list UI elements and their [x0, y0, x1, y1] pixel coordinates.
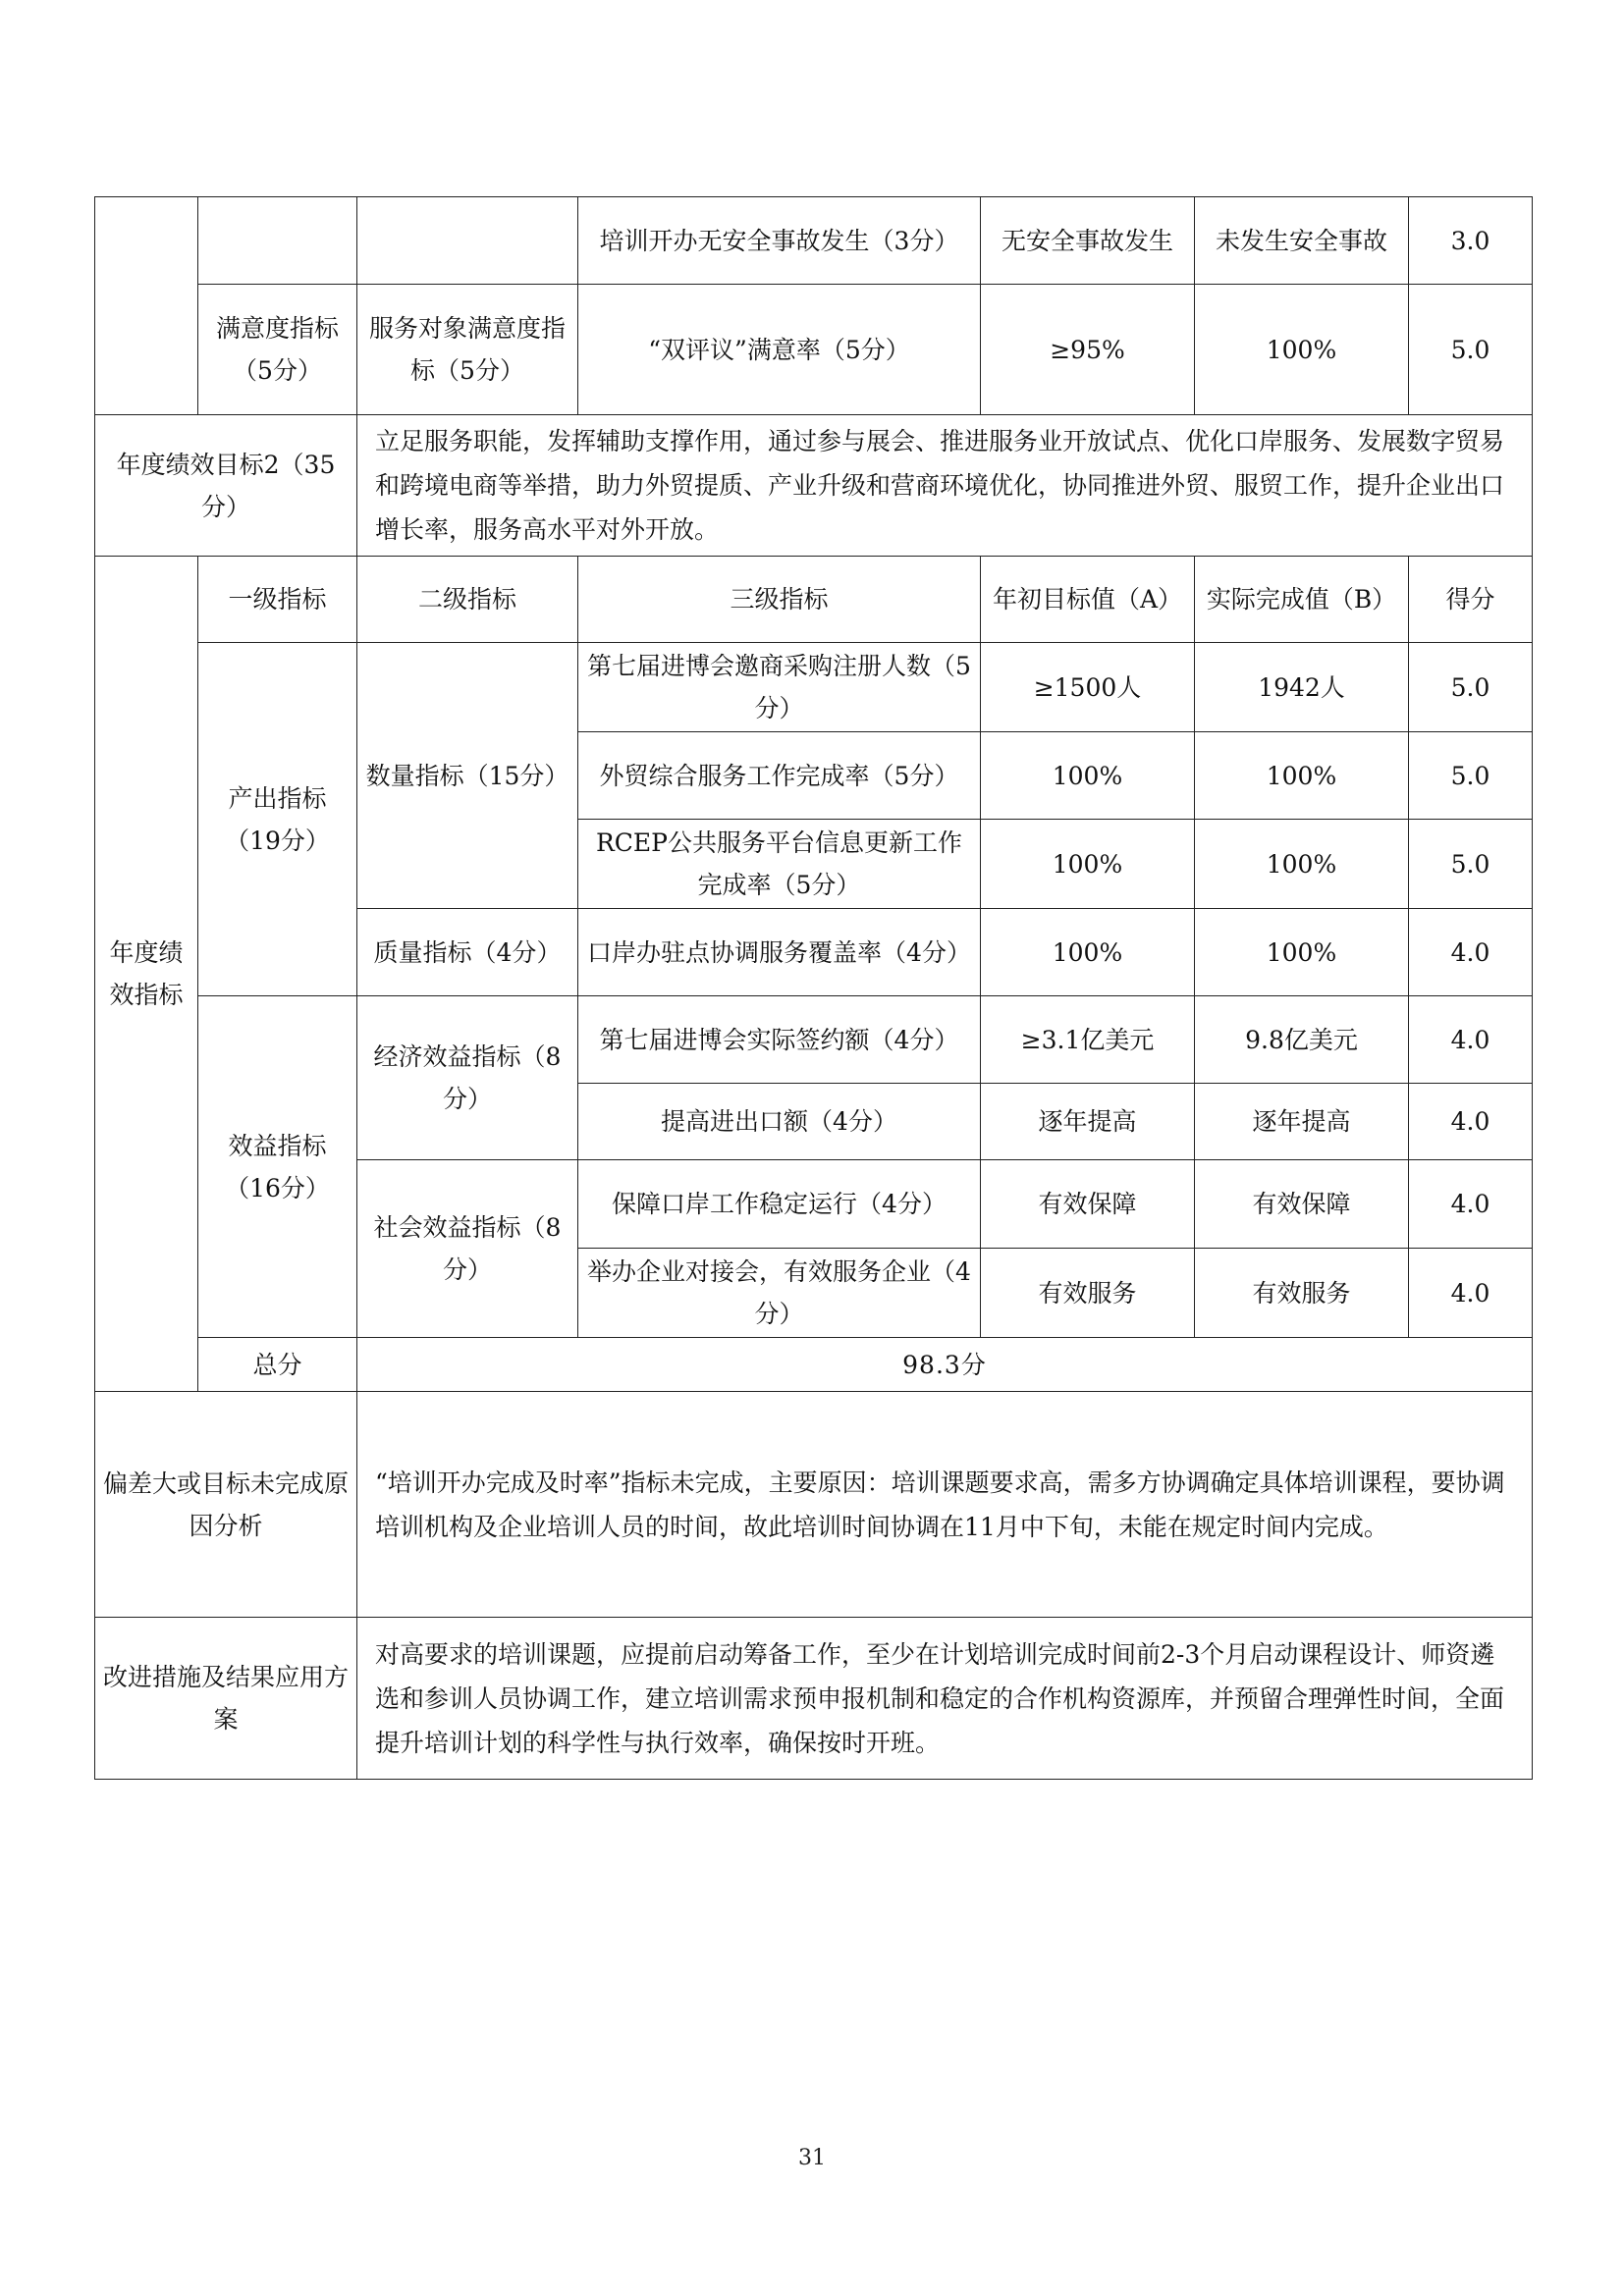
- goal2-row: [95, 415, 1533, 557]
- score-cell: 3.0: [1409, 197, 1533, 285]
- header-level2: 二级指标: [357, 557, 578, 643]
- score-cell: 5.0: [1409, 820, 1533, 909]
- target-cell: 100%: [981, 820, 1195, 909]
- target-cell: 100%: [981, 909, 1195, 996]
- score-cell: 5.0: [1409, 285, 1533, 415]
- social-label-cell: 社会效益指标（8分）: [357, 1160, 578, 1338]
- continued-level2-cell: [357, 197, 578, 285]
- improvement-text: 对高要求的培训课题，应提前启动筹备工作，至少在计划培训完成时间前2-3个月启动课程设计、师资遴选和参训人员协调工作，建立培训需求预申报机制和稳定的合作机构资源库，并预留合理弹性时间，全面提升培训计划的科学性与执行效率，确保按时开班。: [357, 1618, 1533, 1780]
- actual-cell: 100%: [1195, 732, 1409, 820]
- table-row: [95, 285, 1533, 415]
- benefit-label-cell: 效益指标（16分）: [198, 996, 357, 1338]
- score-cell: 4.0: [1409, 1249, 1533, 1338]
- level3-cell: “双评议”满意率（5分）: [578, 285, 981, 415]
- economic-label-cell: 经济效益指标（8分）: [357, 996, 578, 1160]
- actual-cell: 100%: [1195, 820, 1409, 909]
- actual-cell: 9.8亿美元: [1195, 996, 1409, 1084]
- deviation-row: [95, 1392, 1533, 1618]
- level3-cell: 保障口岸工作稳定运行（4分）: [578, 1160, 981, 1249]
- score-cell: 4.0: [1409, 909, 1533, 996]
- deviation-label: 偏差大或目标未完成原因分析: [95, 1392, 357, 1618]
- level3-cell: 举办企业对接会，有效服务企业（4分）: [578, 1249, 981, 1338]
- table-row: [95, 643, 1533, 732]
- target-cell: ≥3.1亿美元: [981, 996, 1195, 1084]
- header-actual: 实际完成值（B）: [1195, 557, 1409, 643]
- continued-level1-cell: [198, 197, 357, 285]
- quantity-label-cell: 数量指标（15分）: [357, 643, 578, 909]
- page-number: 31: [798, 2146, 826, 2170]
- actual-cell: 有效服务: [1195, 1249, 1409, 1338]
- improvement-label: 改进措施及结果应用方案: [95, 1618, 357, 1780]
- level3-cell: 外贸综合服务工作完成率（5分）: [578, 732, 981, 820]
- continued-outer-cell: [95, 197, 198, 415]
- target-cell: 100%: [981, 732, 1195, 820]
- header-target: 年初目标值（A）: [981, 557, 1195, 643]
- actual-cell: 100%: [1195, 285, 1409, 415]
- score-cell: 5.0: [1409, 732, 1533, 820]
- total-label: 总分: [198, 1338, 357, 1392]
- actual-cell: 逐年提高: [1195, 1084, 1409, 1160]
- level3-cell: RCEP公共服务平台信息更新工作完成率（5分）: [578, 820, 981, 909]
- level3-cell: 培训开办无安全事故发生（3分）: [578, 197, 981, 285]
- level3-cell: 第七届进博会邀商采购注册人数（5分）: [578, 643, 981, 732]
- score-cell: 5.0: [1409, 643, 1533, 732]
- table-row: [95, 996, 1533, 1084]
- actual-cell: 有效保障: [1195, 1160, 1409, 1249]
- deviation-text: “培训开办完成及时率”指标未完成，主要原因：培训课题要求高，需多方协调确定具体培训课程，要协调培训机构及企业培训人员的时间，故此培训时间协调在11月中下旬，未能在规定时间内完成。: [357, 1392, 1533, 1618]
- target-cell: 有效保障: [981, 1160, 1195, 1249]
- table-row: [95, 197, 1533, 285]
- goal2-text: 立足服务职能，发挥辅助支撑作用，通过参与展会、推进服务业开放试点、优化口岸服务、发展数字贸易和跨境电商等举措，助力外贸提质、产业升级和营商环境优化，协同推进外贸、服贸工作，提升企业出口增长率，服务高水平对外开放。: [357, 415, 1533, 557]
- target-cell: ≥1500人: [981, 643, 1195, 732]
- satisfaction-level2-cell: 服务对象满意度指标（5分）: [357, 285, 578, 415]
- header-level1: 一级指标: [198, 557, 357, 643]
- header-row: [95, 557, 1533, 643]
- level3-cell: 第七届进博会实际签约额（4分）: [578, 996, 981, 1084]
- target-cell: 逐年提高: [981, 1084, 1195, 1160]
- actual-cell: 未发生安全事故: [1195, 197, 1409, 285]
- header-score: 得分: [1409, 557, 1533, 643]
- header-level3: 三级指标: [578, 557, 981, 643]
- target-cell: 有效服务: [981, 1249, 1195, 1338]
- level3-cell: 口岸办驻点协调服务覆盖率（4分）: [578, 909, 981, 996]
- goal2-label: 年度绩效目标2（35分）: [95, 415, 357, 557]
- score-cell: 4.0: [1409, 1084, 1533, 1160]
- improvement-row: [95, 1618, 1533, 1780]
- target-cell: ≥95%: [981, 285, 1195, 415]
- score-cell: 4.0: [1409, 996, 1533, 1084]
- target-cell: 无安全事故发生: [981, 197, 1195, 285]
- quality-label-cell: 质量指标（4分）: [357, 909, 578, 996]
- output-label-cell: 产出指标（19分）: [198, 643, 357, 996]
- total-row: [95, 1338, 1533, 1392]
- level3-cell: 提高进出口额（4分）: [578, 1084, 981, 1160]
- actual-cell: 1942人: [1195, 643, 1409, 732]
- satisfaction-level1-cell: 满意度指标（5分）: [198, 285, 357, 415]
- score-cell: 4.0: [1409, 1160, 1533, 1249]
- actual-cell: 100%: [1195, 909, 1409, 996]
- section-label-cell: 年度绩效指标: [95, 557, 198, 1392]
- performance-table: [94, 196, 1533, 1780]
- total-value: 98.3分: [357, 1338, 1533, 1392]
